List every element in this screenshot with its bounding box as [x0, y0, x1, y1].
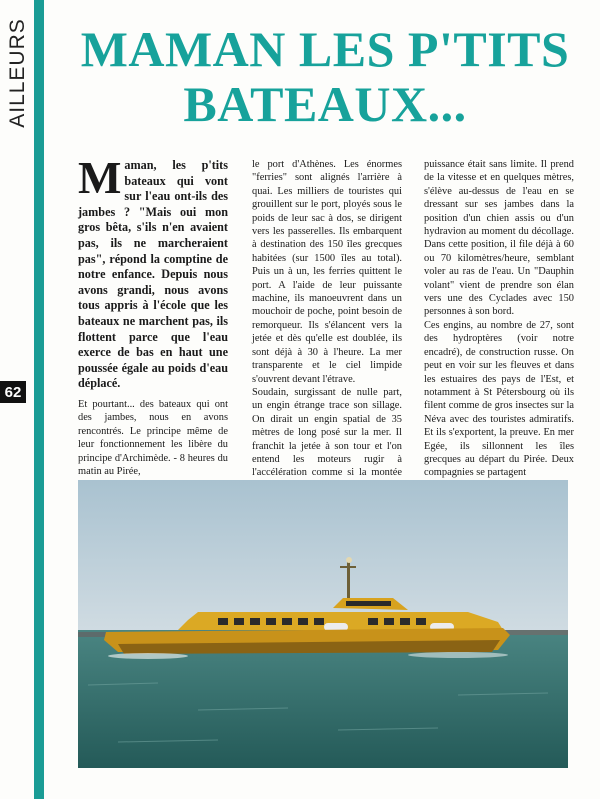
body-paragraph: Ces engins, au nombre de 27, sont des hydroptères (voir notre encadré), de construction russe. On peut en voir sur les fleuves et dans les estuaires des pays de l'Est, et notamment à St Pétersbourg où ils filent comme de gros insectes sur la Néva avec des touristes admiratifs. Et ils s'exportent, la preuve. En mer Egée, ils sillonnent les îles grecques au départ du Pirée. Deux compagnies se partagent	[424, 319, 574, 479]
section-label-text: AILLEURS	[6, 18, 30, 128]
body-paragraph: Soudain, surgissant de nulle part, un engin étrange trace son sillage. On dirait un engin spatial de 35 mètres de long posé sur la mer. Il franchit la jetée à son tour et l'on entend les moteurs rugir à l'accélération comme si la montée	[252, 386, 402, 479]
lead-text: aman, les p'tits bateaux qui vont sur l'eau ont-ils des jambes ? "Mais oui mon gros bêta, s'ils n'en avaient pas, ils ne marcheraient pas", répond la comptine de notre enfance. Depuis nous avons grandi, nous avons tous appris à l'école que les bateaux ne marchent pas, ils flottent parce que l'eau exerce de bas en haut une poussée égale au poids d'eau déplacé.	[78, 158, 228, 391]
lead-paragraph	[78, 152, 228, 392]
body-paragraph: Et pourtant... des bateaux qui ont des jambes, nous en avons rencontrés. Le principe même de leur fonctionnement les libère du principe d'Archimède. - 8 heures du matin au Pirée,	[78, 399, 228, 478]
section-label	[4, 18, 32, 128]
body-paragraph: puissance était sans limite. Il prend de la vitesse et en quelques mètres, s'élève au-dessus de l'eau en se dressant sur ses jambes dans la position d'un chien assis ou d'un hydravion au moment du décollage. Dans cette position, il file déjà à 60 ou 70 kilomètres/heure, semblant voler au ras de l'eau. Un "Dauphin volant" vient de prendre son élan vers une des Cyclades avec 150 personnes à son bord.	[424, 159, 574, 318]
hydrofoil-photo	[78, 480, 568, 768]
column-3-body	[424, 158, 574, 480]
body-paragraph: le port d'Athènes. Les énormes "ferries" sont alignés l'arrière à quai. Les milliers de touristes qui grouillent sur le port, ployés sous le poids de leur sac à dos, se dirigent vers les passerelles. Ils embarquent à destination des 150 îles grecques habitées (sur 1500 îles au total). Puis un à un, les ferries quittent le port. A l'aide de leur puissante machine, ils manoeuvrent dans un mouchoir de poche, point besoin de remorqueur. Ils s'élancent vers la jetée et dès qu'elle est doublée, ils sont déjà à 30 à l'heure. La mer transparente et le ciel limpide s'ouvrent devant l'étrave.	[252, 159, 402, 385]
accent-bar	[34, 0, 44, 799]
page-number: 62	[0, 381, 26, 403]
column-1-body	[78, 398, 228, 478]
column-2-body	[252, 158, 402, 493]
article-title: MAMAN LES P'TITS BATEAUX...	[80, 21, 570, 132]
drop-cap: M	[78, 152, 122, 203]
